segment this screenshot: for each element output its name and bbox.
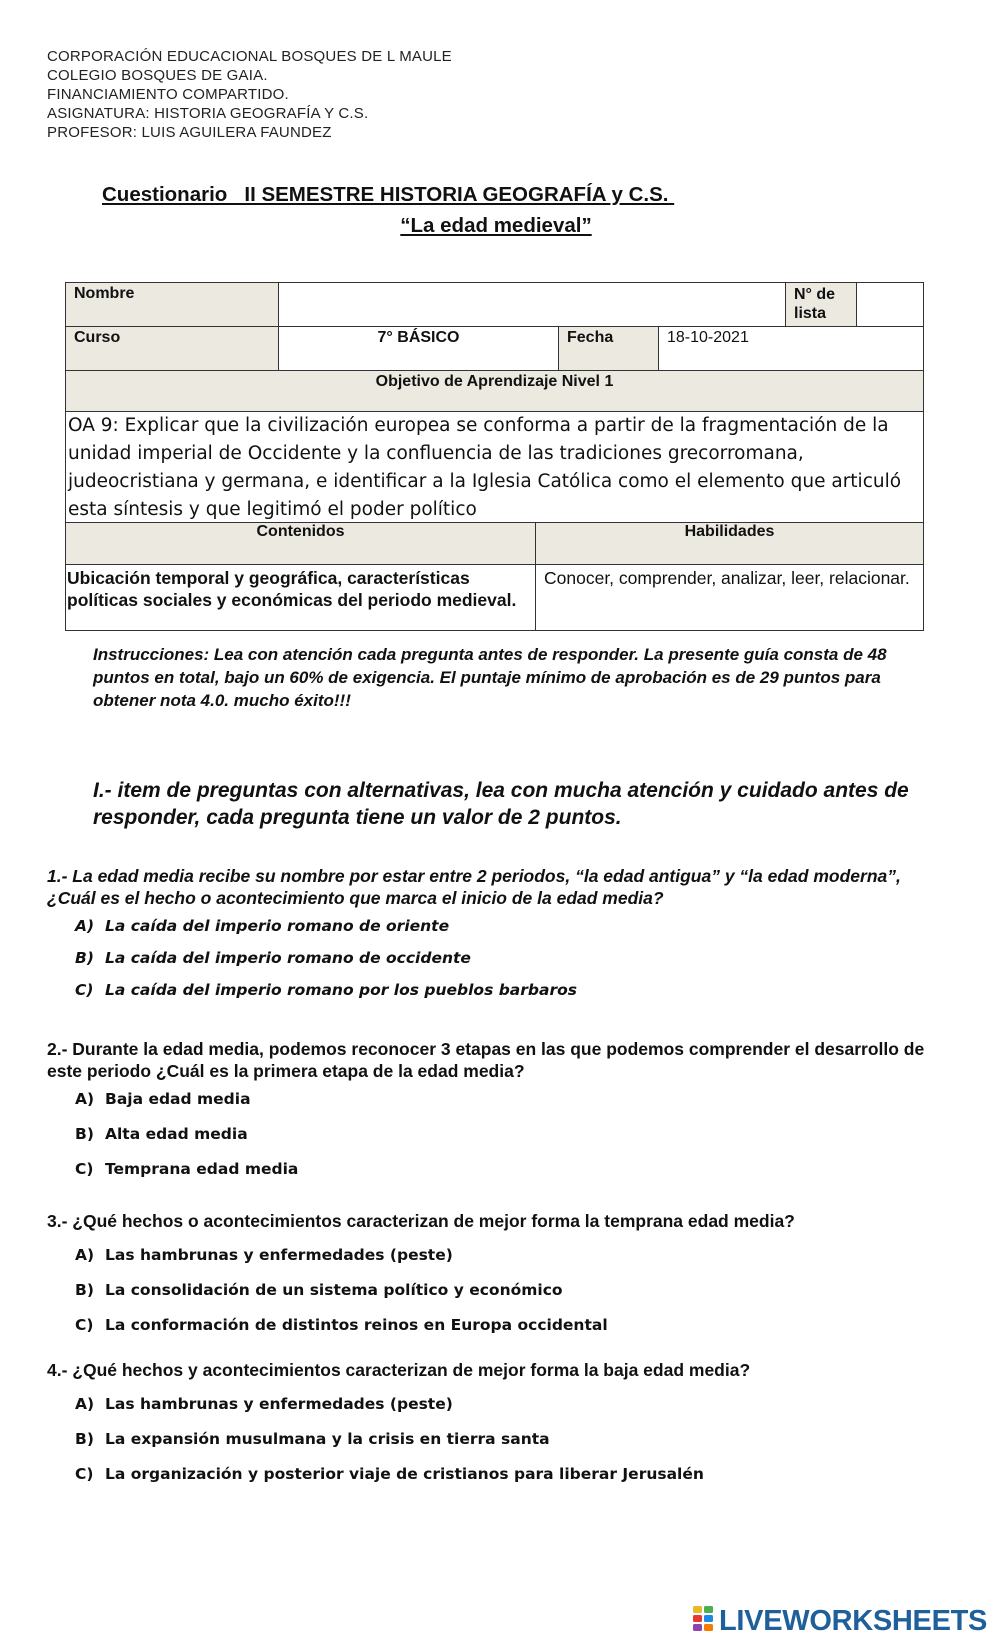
objetivo-header: Objetivo de Aprendizaje Nivel 1 [65,370,924,412]
header-line: ASIGNATURA: HISTORIA GEOGRAFÍA Y C.S. [47,105,369,122]
option-letter: A) [75,1395,95,1413]
nlista-input[interactable] [856,282,924,327]
logo-tile [704,1624,713,1631]
option-text: La organización y posterior viaje de cristianos para liberar Jerusalén [105,1465,704,1483]
option-letter: B) [75,1430,94,1448]
nlista-label: N° de lista [785,282,857,327]
school-header [47,47,452,142]
logo-tile [693,1606,702,1613]
habilidades-label: Habilidades [535,522,924,565]
header-line: PROFESOR: LUIS AGUILERA FAUNDEZ [47,124,332,141]
option-letter: B) [75,1125,94,1143]
logo-mark-icon [693,1606,715,1632]
option-letter: C) [75,1316,94,1334]
option-letter: A) [75,917,95,935]
contenidos-value: Ubicación temporal y geográfica, características políticas sociales y económicas del periodo medieval. [65,564,536,631]
curso-label: Curso [65,326,279,371]
q3-option-a[interactable] [75,1246,453,1264]
curso-value: 7° BÁSICO [278,326,559,371]
option-text: La conformación de distintos reinos en Europa occidental [105,1316,608,1334]
q1-option-c[interactable] [75,981,577,999]
option-text: Temprana edad media [105,1160,299,1178]
q4-option-c[interactable] [75,1465,704,1483]
subtitle-text: “La edad medieval” [400,214,592,237]
nombre-input[interactable] [278,282,786,327]
q2-option-c[interactable] [75,1160,298,1178]
question-3: 3.- ¿Qué hechos o acontecimientos caracterizan de mejor forma la temprana edad media? [47,1211,795,1231]
section-title: I.- item de preguntas con alternativas, lea con mucha atención y cuidado antes de responder, cada pregunta tiene un valor de 2 puntos. [93,779,909,829]
q1-option-b[interactable] [75,949,471,967]
option-letter: B) [75,949,94,967]
q3-option-b[interactable] [75,1281,563,1299]
liveworksheets-logo[interactable] [693,1605,987,1638]
q4-option-a[interactable] [75,1395,453,1413]
option-text: La consolidación de un sistema político y económico [105,1281,563,1299]
header-line: FINANCIAMIENTO COMPARTIDO. [47,86,289,103]
worksheet-subtitle [0,214,1000,238]
option-text: Baja edad media [105,1090,251,1108]
q4-option-b[interactable] [75,1430,550,1448]
option-text: Las hambrunas y enfermedades (peste) [105,1395,453,1413]
q1-option-a[interactable] [75,917,449,935]
option-text: Las hambrunas y enfermedades (peste) [105,1246,453,1264]
habilidades-value: Conocer, comprender, analizar, leer, relacionar. [535,564,924,631]
logo-tile [704,1615,713,1622]
option-letter: C) [75,1160,94,1178]
question-1: 1.- La edad media recibe su nombre por estar entre 2 periodos, “la edad antigua” y “la edad moderna”, ¿Cuál es el hecho o acontecimiento que marca el inicio de la edad media? [47,866,901,908]
option-letter: C) [75,981,94,999]
header-line: COLEGIO BOSQUES DE GAIA. [47,67,268,84]
option-text: La caída del imperio romano por los pueblos barbaros [105,981,577,999]
option-text: La caída del imperio romano de occidente [105,949,471,967]
worksheet-title: Cuestionario II SEMESTRE HISTORIA GEOGRAFÍA y C.S. [102,183,675,206]
instructions: Instrucciones: Lea con atención cada pregunta antes de responder. La presente guía consta de 48 puntos en total, bajo un 60% de exigencia. El puntaje mínimo de aprobación es de 29 puntos para obtener nota 4.0. mucho éxito!!! [93,645,887,710]
question-4: 4.- ¿Qué hechos y acontecimientos caracterizan de mejor forma la baja edad media? [47,1360,751,1380]
q2-option-b[interactable] [75,1125,248,1143]
option-letter: B) [75,1281,94,1299]
option-letter: A) [75,1246,95,1264]
fecha-label: Fecha [558,326,659,371]
header-line: CORPORACIÓN EDUCACIONAL BOSQUES DE L MAULE [47,48,452,65]
logo-tile [693,1624,702,1631]
logo-text: LIVEWORKSHEETS [719,1605,988,1637]
option-text: Alta edad media [105,1125,248,1143]
option-text: La caída del imperio romano de oriente [105,917,450,935]
logo-tile [693,1615,702,1622]
nombre-label: Nombre [65,282,279,327]
option-text: La expansión musulmana y la crisis en tierra santa [105,1430,550,1448]
fecha-value: 18-10-2021 [658,326,924,371]
q3-option-c[interactable] [75,1316,608,1334]
contenidos-label: Contenidos [65,522,536,565]
logo-tile [704,1606,713,1613]
q2-option-a[interactable] [75,1090,251,1108]
option-letter: A) [75,1090,95,1108]
oa-objective-text: OA 9: Explicar que la civilización europea se conforma a partir de la fragmentación de la unidad imperial de Occidente y la confluencia de las tradiciones grecorromana, judeocristiana y germana, e identificar a la Iglesia Católica como el elemento que articuló esta síntesis y que legitimó el poder político [65,411,924,523]
question-2: 2.- Durante la edad media, podemos reconocer 3 etapas en las que podemos comprender el desarrollo de este periodo ¿Cuál es la primera etapa de la edad media? [47,1039,925,1081]
option-letter: C) [75,1465,94,1483]
